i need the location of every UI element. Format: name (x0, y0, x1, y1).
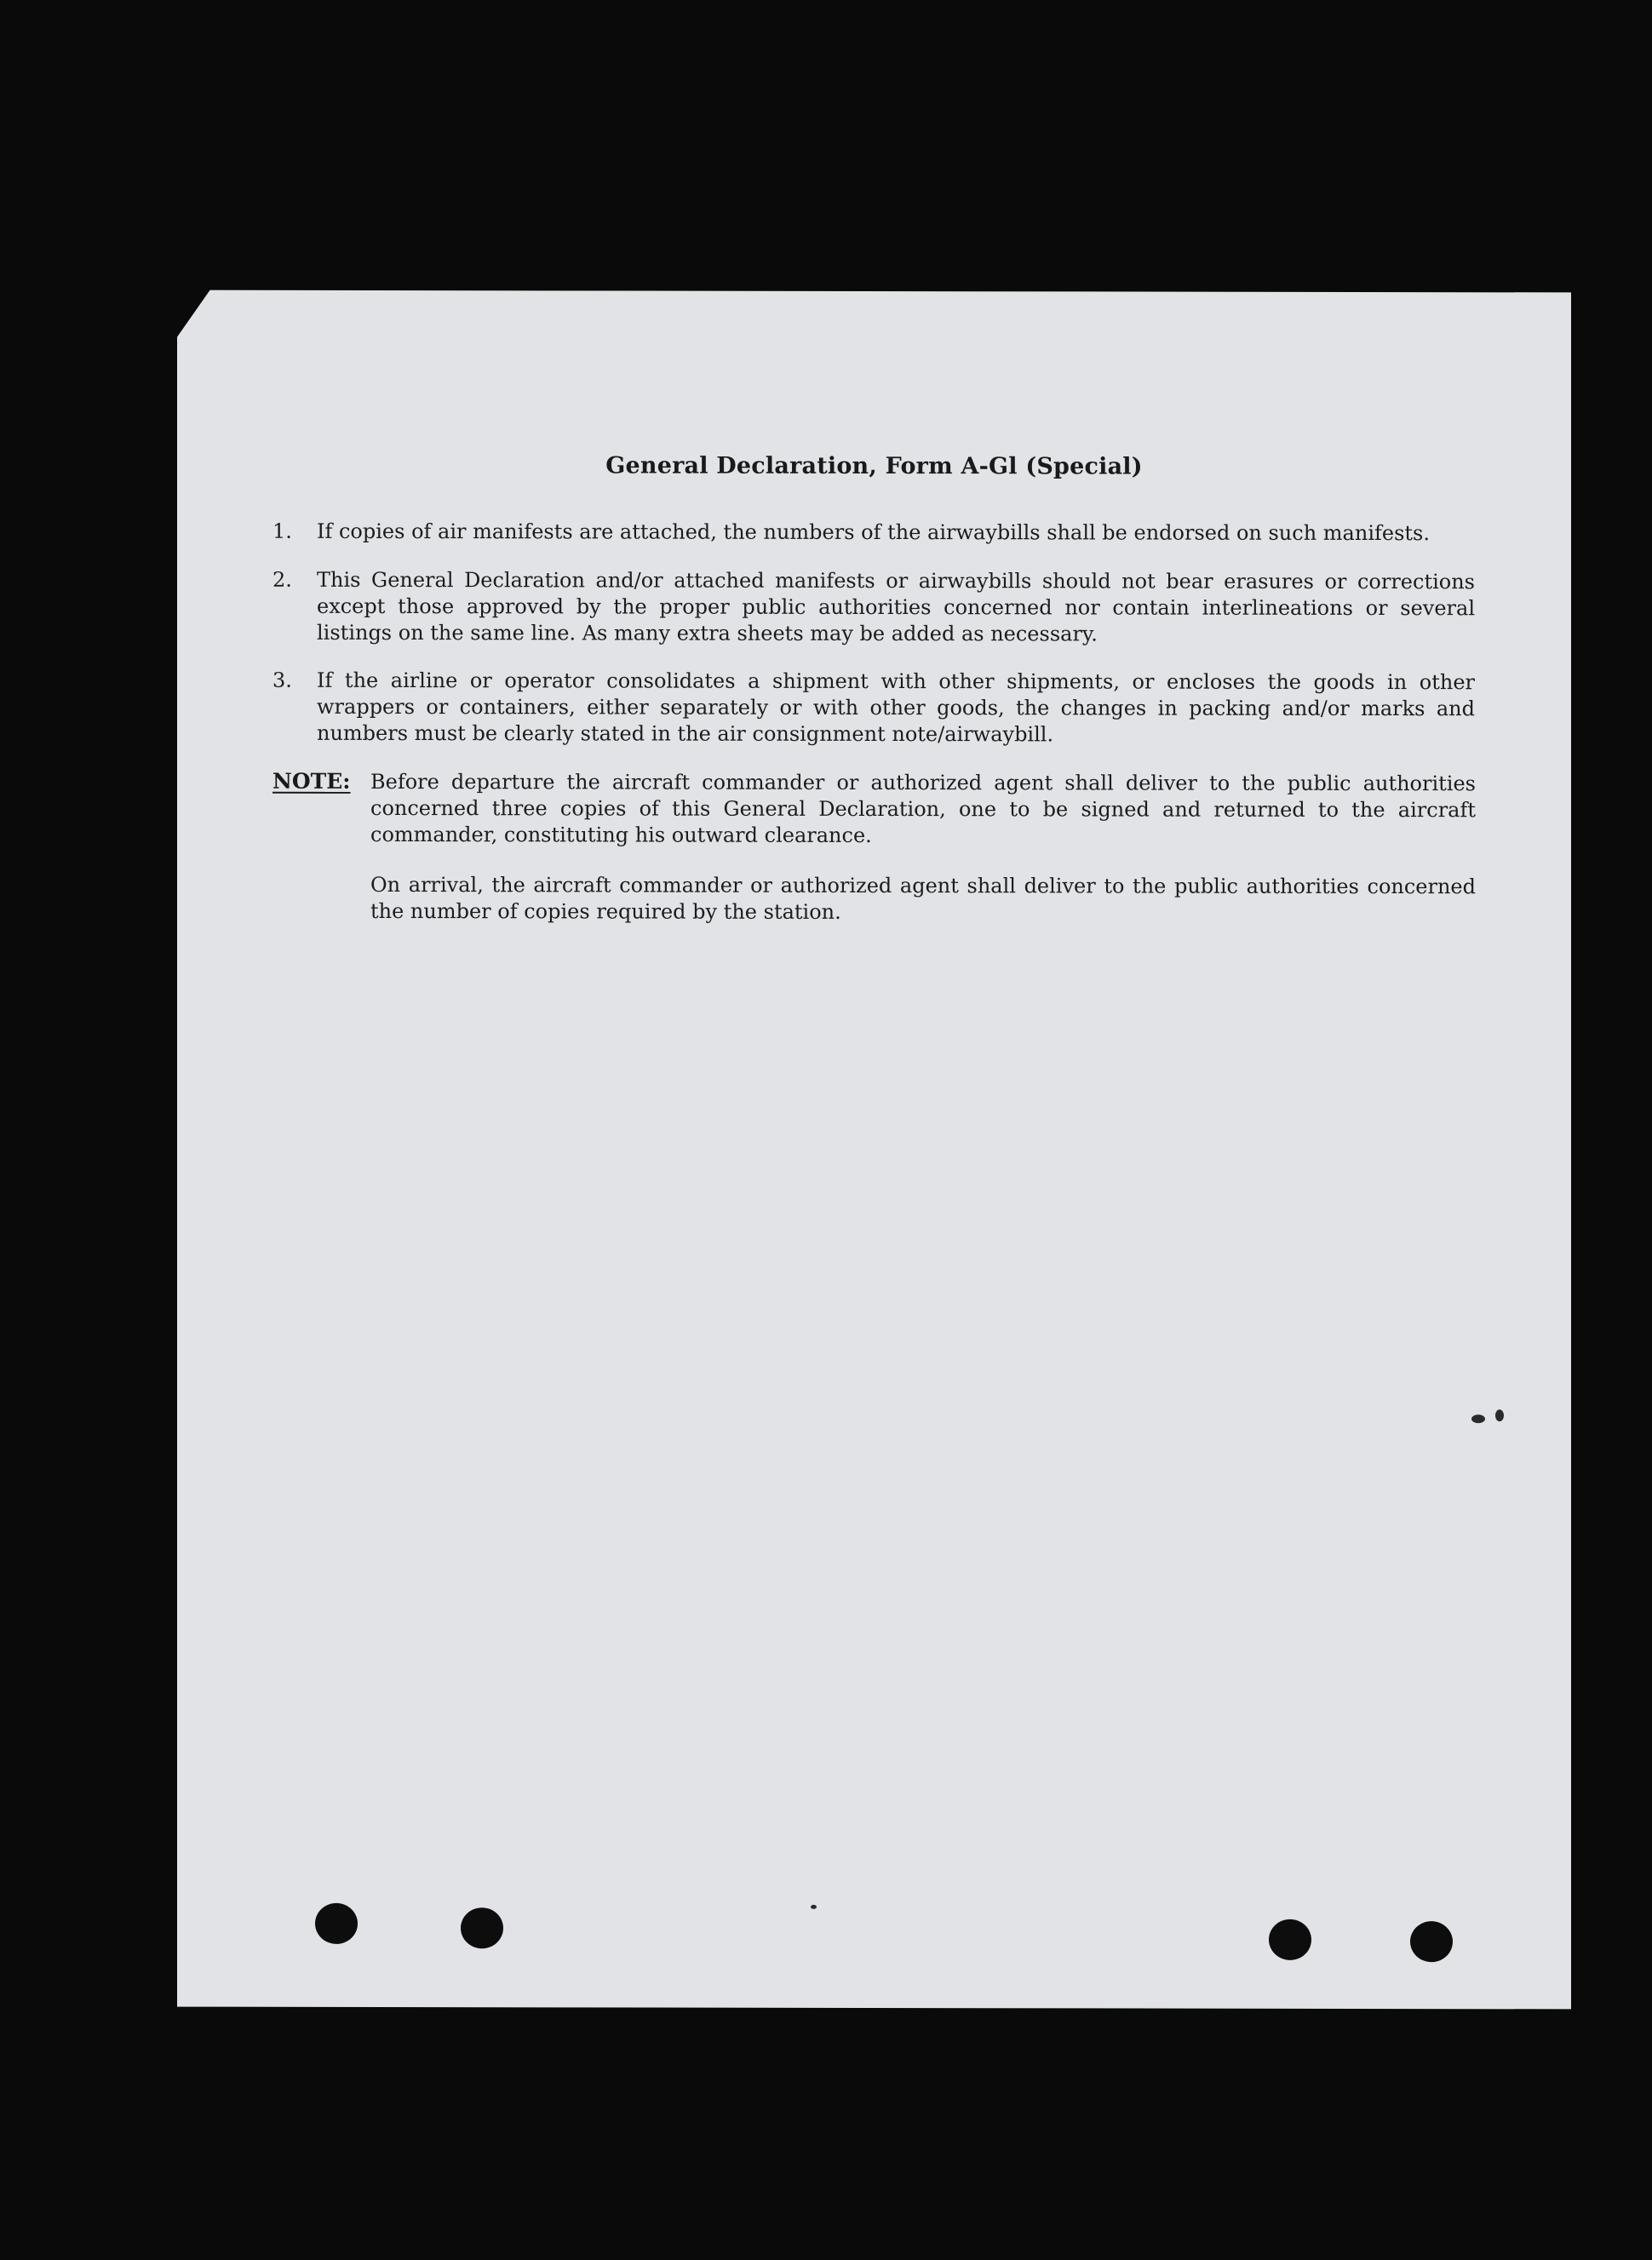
item-text: This General Declaration and/or attached manifests or airwaybills should not bear erasures or corrections except those approved by the proper public authorities concerned nor contain interlineations or several listings on the same line. As many extra sheets may be added as necessary. (317, 567, 1475, 646)
item-number: 2. (272, 567, 292, 592)
note-paragraph: On arrival, the aircraft commander or authorized agent shall deliver to the public authorities concerned the number of copies required by the station. (370, 872, 1476, 924)
item-number: 3. (272, 668, 292, 692)
list-item (272, 668, 1475, 754)
ink-speck (1495, 1409, 1504, 1421)
list-item (272, 567, 1475, 654)
ink-speck (811, 1905, 817, 1909)
punch-hole (461, 1907, 503, 1948)
note-paragraph: Before departure the aircraft commander or authorized agent shall deliver to the public authorities concerned three copies of this General Declaration, one to be signed and returned to the aircraft commander, constituting his outward clearance. (370, 769, 1476, 847)
document-title: General Declaration, Form A-Gl (Special) (605, 452, 1143, 480)
folded-corner (175, 289, 211, 340)
item-number: 1. (272, 519, 292, 543)
document-page (177, 290, 1571, 2010)
ink-speck (1471, 1414, 1485, 1423)
item-text: If the airline or operator consolidates a shipment with other shipments, or encloses the goods in other wrappers or containers, either separately or with other goods, the changes in packing and/or marks and numbers must be clearly stated in the air consignment note/airwaybill. (317, 668, 1475, 747)
list-item (272, 519, 1465, 554)
punch-hole (1269, 1919, 1311, 1960)
punch-hole (315, 1903, 358, 1944)
note-label: NOTE: (272, 768, 351, 794)
item-text: If copies of air manifests are attached, the numbers of the airwaybills shall be endorsed on such manifests. (317, 519, 1430, 546)
punch-hole (1410, 1921, 1453, 1962)
